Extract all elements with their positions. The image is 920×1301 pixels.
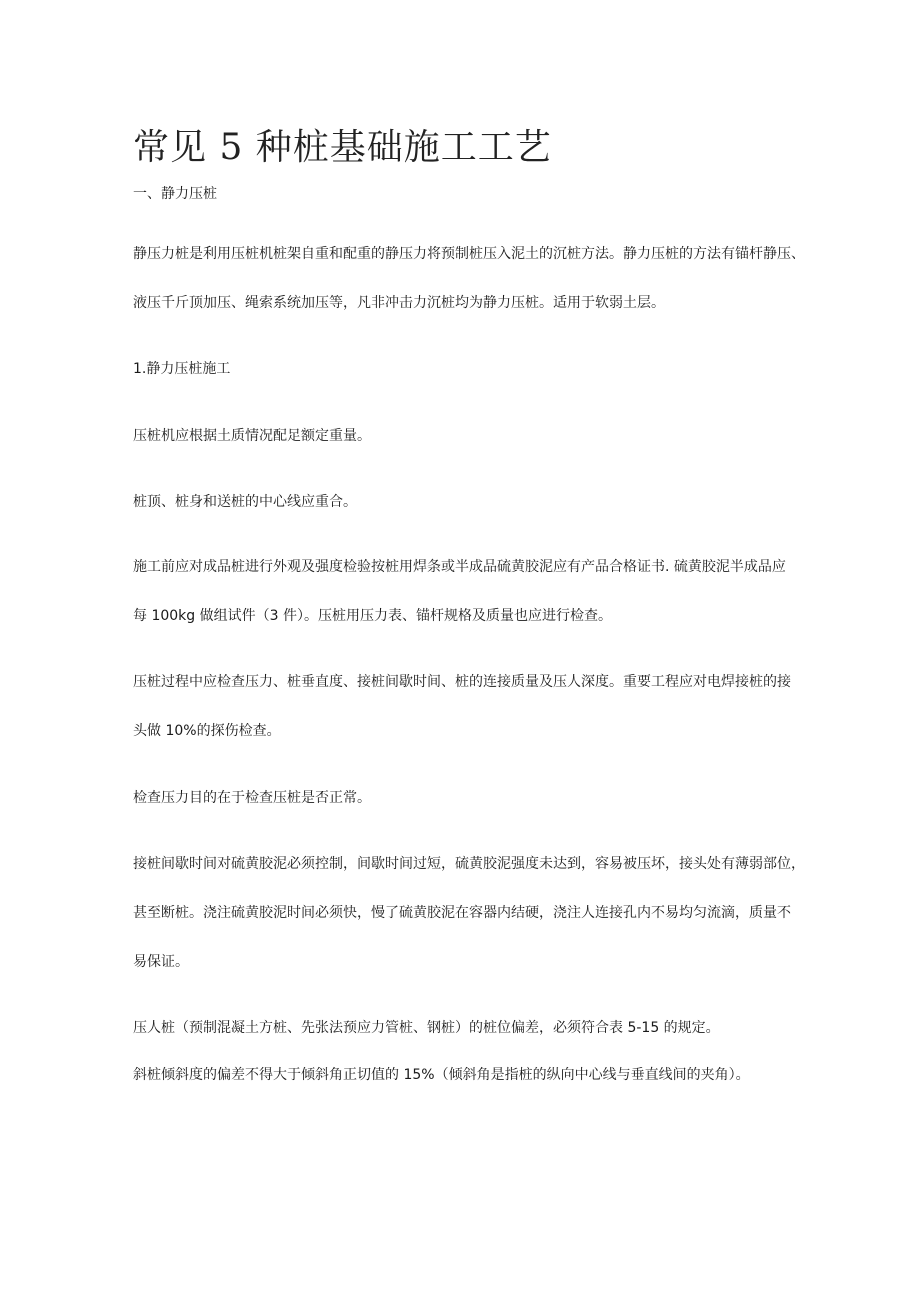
- paragraph-line: 静压力桩是利用压桩机桩架自重和配重的静压力将预制桩压入泥土的沉桩方法。静力压桩的方法有锚杆静压、: [133, 246, 805, 262]
- paragraph-line: 每 100kg 做组试件（3 件）。压桩用压力表、锚杆规格及质量也应进行检查。: [133, 608, 612, 624]
- paragraph-line: 接桩间歇时间对硫黄胶泥必须控制，间歇时间过短，硫黄胶泥强度未达到，容易被压坏，接头处有薄弱部位，: [133, 856, 805, 872]
- paragraph-line: 易保证。: [133, 954, 189, 970]
- paragraph-line: 液压千斤顶加压、绳索系统加压等，凡非冲击力沉桩均为静力压桩。适用于软弱土层。: [133, 295, 665, 311]
- paragraph-line: 桩顶、桩身和送桩的中心线应重合。: [133, 494, 357, 510]
- document-title: 常见 5 种桩基础施工工艺: [133, 127, 552, 168]
- paragraph-line: 头做 10%的探伤检查。: [133, 723, 281, 739]
- paragraph-line: 压桩过程中应检查压力、桩垂直度、接桩间歇时间、桩的连接质量及压人深度。重要工程应对电焊接桩的接: [133, 674, 791, 690]
- subsection-heading: 1.静力压桩施工: [133, 361, 231, 377]
- paragraph-line: 压人桩（预制混凝土方桩、先张法预应力管桩、钢桩）的桩位偏差，必须符合表 5-15 的规定。: [133, 1020, 720, 1036]
- paragraph-line: 甚至断桩。浇注硫黄胶泥时间必须快，慢了硫黄胶泥在容器内结硬，浇注人连接孔内不易均匀流滴，质量不: [133, 905, 791, 921]
- section-heading: 一、静力压桩: [133, 186, 217, 202]
- paragraph-line: 斜桩倾斜度的偏差不得大于倾斜角正切值的 15%（倾斜角是指桩的纵向中心线与垂直线间的夹角）。: [133, 1067, 750, 1083]
- paragraph-line: 检查压力目的在于检查压桩是否正常。: [133, 790, 371, 806]
- paragraph-line: 压桩机应根据土质情况配足额定重量。: [133, 428, 371, 444]
- paragraph-line: 施工前应对成品桩进行外观及强度检验按桩用焊条或半成品硫黄胶泥应有产品合格证书. 硫黄胶泥半成品应: [133, 559, 786, 575]
